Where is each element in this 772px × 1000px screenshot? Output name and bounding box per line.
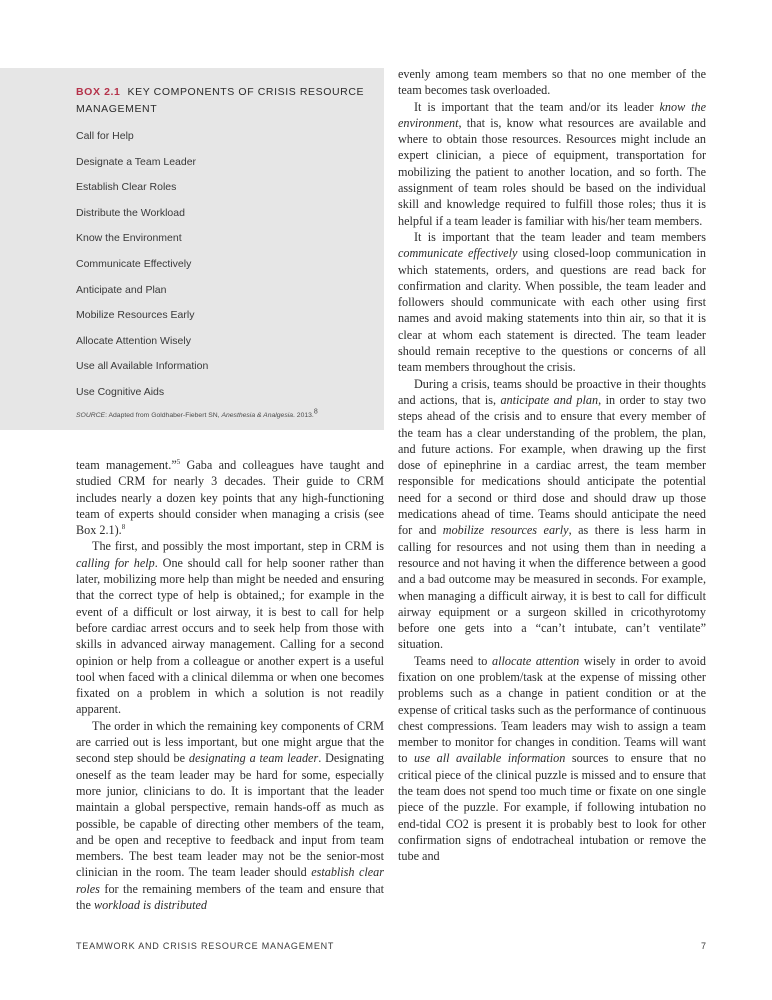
text-run: The first, and possibly the most important, step in CRM is xyxy=(92,539,384,554)
paragraph: evenly among team members so that no one member of the team becomes task overloaded. xyxy=(398,67,706,98)
text-run: It is important that the team leader and team members xyxy=(414,229,706,244)
emphasis: designating a team leader xyxy=(188,751,319,766)
citation: 8 xyxy=(121,523,126,532)
text-run: , as there is less harm in calling for resources and not using them than in needing a resource and not having it when the difference between a good and a bad outcome may be measured in seconds. For example, when managing a difficult airway, it is best to call for difficult airway equipment or a surgeon skilled in cricothyrotomy before one gets into a “can’t intubate, can’t ventilate” situation. xyxy=(398,523,706,652)
list-item: Use all Available Information xyxy=(76,360,209,373)
text-run: It is important that the team and/or its leader xyxy=(414,99,660,114)
emphasis: workload is distributed xyxy=(93,898,208,913)
list-item: Allocate Attention Wisely xyxy=(76,334,191,347)
running-title: TEAMWORK AND CRISIS RESOURCE MANAGEMENT xyxy=(76,941,335,951)
list-item: Know the Environment xyxy=(76,232,182,245)
text-run: Gaba and colleagues have taught and studied CRM for nearly 3 decades. Their guide to CRM includes nearly a dozen key points that any high-functioning team of experts should consider when managing a crisis (see Box 2.1). xyxy=(76,458,385,538)
citation: 5 xyxy=(176,457,181,466)
text-run: During a crisis, teams should be proactive in their thoughts and actions, that is, xyxy=(398,376,706,407)
right-column xyxy=(398,66,706,865)
text-run: sources to ensure that no critical piece of the clinical puzzle is missed and to ensure that the team does not spend too much time or fixate on one single piece of the puzzle. For example, if following intubation no end-tidal CO2 is present it is probably best to look for other confirmation signs of endotracheal intubation or remove the tube and xyxy=(398,751,706,864)
source-text: : Adapted from Goldhaber-Fiebert SN, xyxy=(105,411,222,419)
paragraph xyxy=(76,718,384,914)
emphasis: know the environment xyxy=(398,99,706,130)
emphasis: allocate attention xyxy=(492,653,580,668)
emphasis: calling for help xyxy=(76,555,155,570)
text-run: for the remaining members of the team and ensure that the xyxy=(76,881,384,913)
paragraph xyxy=(398,376,706,653)
box-title: KEY COMPONENTS OF CRISIS RESOURCE MANAGEMENT xyxy=(76,86,365,115)
text-run: , in order to stay two steps ahead of the crisis and to ensure that every member of the team has a clear understanding of the problem, the plan, and future actions. For example, when drawing up the first dose of epinephrine in a cardiac arrest, the team member responsible for medications should anticipate the potential need for a second or third dose and should draw up those medications ahead of time. Teams should anticipate the need for and xyxy=(398,392,706,538)
emphasis: anticipate and plan xyxy=(500,392,599,407)
box-component-list xyxy=(76,124,370,406)
source-label: SOURCE xyxy=(76,411,106,419)
list-item: Call for Help xyxy=(76,130,134,142)
paragraph xyxy=(398,653,706,865)
emphasis: communicate effectively xyxy=(398,246,518,261)
box-2-1 xyxy=(0,68,384,430)
text-run: . One should call for help sooner rather than later, mobilizing more help than might be needed and ensuring that the correct type of help is obtained,; for example in the event of a difficult or lost airway, it is best to call for help before cardiac arrest occurs and to seek help from those with skills in advanced airway management. Calling for a second opinion or help from a colleague or another expert is a useful tool when faced with a clinical dilemma or when one becomes fixated on a problem in which a solution is not readily apparent. xyxy=(76,555,385,717)
list-item: Communicate Effectively xyxy=(76,257,192,270)
text-run: . Designating oneself as the team leader may be hard for some, especially more junior, clinicians to do. It is important that the leader maintain a global perspective, remain hands-off as much as possible, be capable of directing other members of the team, and be open and receptive to feedback and input from team members. The best team leader may not be the senior-most clinician in the room. The team leader should xyxy=(76,751,385,880)
source-year: . 2013. xyxy=(293,411,314,419)
list-item: Use Cognitive Aids xyxy=(76,385,165,398)
text-run: , that is, know what resources are available and where to obtain those resources. Resources might include an expert clinician, a piece of equipment, transportation for mobilizing the patient to another location, and so forth. The assignment of team roles should be based on the individual skill and knowledge required to fulfill those roles; thus it is helpful if a team leader is familiar with his/her team members. xyxy=(398,115,706,228)
emphasis: use all available information xyxy=(413,751,566,766)
box-heading xyxy=(76,84,370,118)
list-item: Designate a Team Leader xyxy=(76,155,197,168)
list-item: Mobilize Resources Early xyxy=(76,309,195,322)
text-run: using closed-loop communication in which statements, orders, and questions are read back for confirmation and clarity. When possible, the team leader and followers should communicate with each other using first names and avoid making statements into thin air, so that it is clear at whom each statement is directed. The team leader should remain receptive to the questions or concerns of all team members throughout the crisis. xyxy=(398,246,706,375)
page-footer xyxy=(76,941,706,951)
text-run: The order in which the remaining key components of CRM are carried out is less important, but one might argue that the second step should be xyxy=(76,718,384,766)
list-item: Establish Clear Roles xyxy=(76,181,177,194)
paragraph xyxy=(76,538,384,717)
page-number: 7 xyxy=(700,941,706,951)
text-run: team management.” xyxy=(76,458,177,472)
left-column xyxy=(76,457,384,913)
box-number: BOX 2.1 xyxy=(76,86,121,98)
emphasis: mobilize resources early xyxy=(442,523,569,538)
source-journal: Anesthesia & Analgesia xyxy=(221,411,294,419)
list-item: Distribute the Workload xyxy=(76,206,185,219)
emphasis: establish clear roles xyxy=(76,865,384,896)
paragraph xyxy=(398,229,706,376)
text-run: wisely in order to avoid fixation on one problem/task at the expense of missing other problems such as a change in patient condition or at the expense of critical tasks such as the performance of continuous chest compressions. Team leaders may wish to assign a team member to monitor for changes in condition. Teams will want to xyxy=(398,653,707,766)
paragraph xyxy=(76,457,384,538)
list-item: Anticipate and Plan xyxy=(76,283,167,296)
source-ref: 8 xyxy=(313,408,318,416)
box-source-note xyxy=(76,408,370,419)
text-run: Teams need to xyxy=(414,653,493,668)
paragraph xyxy=(398,99,706,229)
